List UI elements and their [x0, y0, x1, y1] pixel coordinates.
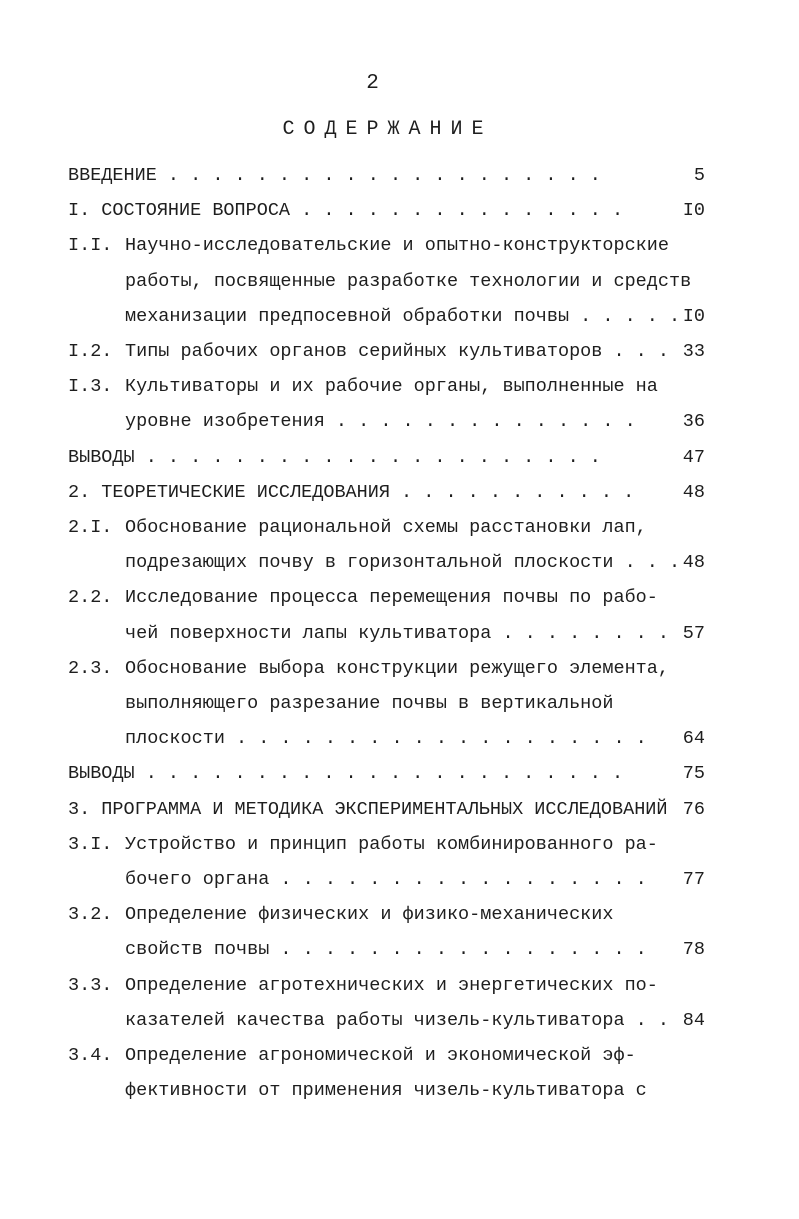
- toc-page-number: 48: [682, 481, 705, 503]
- toc-entry-number: 3.2.: [68, 904, 113, 926]
- toc-entry-number: 2.3.: [68, 657, 113, 679]
- toc-page-number: 77: [682, 869, 705, 890]
- toc-page-number: 78: [682, 939, 705, 961]
- toc-page-number: 57: [682, 622, 705, 644]
- toc-page-number: 36: [682, 411, 705, 433]
- toc-entry-line: работы, посвященные разработке технологии и средств: [125, 270, 692, 292]
- toc-entry-text: 2. ТЕОРЕТИЧЕСКИЕ ИССЛЕДОВАНИЯ . . . . . . . . . . .: [68, 481, 635, 503]
- toc-entry-line: Культиваторы и их рабочие органы, выполненные на: [125, 376, 658, 398]
- toc-entry-text: ВЫВОДЫ . . . . . . . . . . . . . . . . . . . . . .: [68, 763, 624, 785]
- toc-entry-line: Определение агротехнических и энергетических по-: [125, 974, 658, 996]
- page-number: 2: [366, 72, 379, 95]
- toc-entry-line: свойств почвы . . . . . . . . . . . . . . . . .: [125, 939, 647, 961]
- toc-entry-line: плоскости . . . . . . . . . . . . . . . . . . .: [125, 728, 647, 750]
- toc-entry-number: 2.2.: [68, 587, 113, 609]
- toc-page-number: 84: [682, 1009, 705, 1031]
- toc-entry-text: 3. ПРОГРАММА И МЕТОДИКА ЭКСПЕРИМЕНТАЛЬНЫХ ИССЛЕДОВАНИЙ: [68, 798, 668, 820]
- toc-page-number: 33: [682, 341, 705, 362]
- toc-entry-line: Устройство и принцип работы комбинированного ра-: [125, 833, 658, 855]
- toc-entry-line: бочего органа . . . . . . . . . . . . . . . . .: [125, 869, 647, 890]
- toc-entry-text: ВЫВОДЫ . . . . . . . . . . . . . . . . . . . . .: [68, 446, 601, 468]
- toc-page-number: 64: [682, 728, 705, 750]
- toc-entry-line: Типы рабочих органов серийных культиваторов . . .: [125, 341, 669, 362]
- toc-page-number: 48: [682, 552, 705, 574]
- toc-entry-line: казателей качества работы чизель-культиватора . .: [125, 1009, 669, 1031]
- toc-entry-number: 3.3.: [68, 974, 113, 996]
- toc-entry-line: Определение агрономической и экономической эф-: [125, 1045, 636, 1066]
- page-title: СОДЕРЖАНИЕ: [282, 118, 493, 141]
- toc-entry-line: выполняющего разрезание почвы в вертикальной: [125, 693, 614, 714]
- toc-page-number: 47: [682, 446, 705, 468]
- toc-entry-line: уровне изобретения . . . . . . . . . . . . . .: [125, 411, 636, 433]
- toc-entry-number: I.3.: [68, 376, 113, 398]
- toc-entry-number: I.I.: [68, 235, 113, 257]
- toc-entry-text: ВВЕДЕНИЕ . . . . . . . . . . . . . . . . . . . .: [68, 165, 601, 186]
- toc-page-number: 75: [682, 763, 705, 785]
- toc-entry-number: I.2.: [68, 341, 113, 362]
- toc-page-number: I0: [682, 305, 705, 327]
- toc-entry-line: Обоснование выбора конструкции режущего элемента,: [125, 657, 669, 679]
- toc-entry-text: I. СОСТОЯНИЕ ВОПРОСА . . . . . . . . . . . . . . .: [68, 200, 624, 222]
- toc-entry-number: 2.I.: [68, 517, 113, 538]
- toc-entry-number: 3.I.: [68, 833, 113, 855]
- toc-entry-line: фективности от применения чизель-культиватора с: [125, 1080, 647, 1102]
- toc-page-number: 5: [693, 165, 705, 186]
- toc-entry-line: механизации предпосевной обработки почвы . . . . .: [125, 305, 681, 327]
- toc-entry-line: Обоснование рациональной схемы расстановки лап,: [125, 517, 647, 538]
- toc-page-number: I0: [682, 200, 705, 222]
- toc-entry-line: Исследование процесса перемещения почвы по рабо-: [125, 587, 658, 609]
- toc-entry-line: подрезающих почву в горизонтальной плоскости . . .: [125, 552, 681, 574]
- toc-entry-line: Научно-исследовательские и опытно-конструкторские: [125, 235, 669, 257]
- toc-entry-line: Определение физических и физико-механических: [125, 904, 614, 926]
- toc-entry-number: 3.4.: [68, 1045, 113, 1066]
- toc-page-number: 76: [682, 798, 705, 820]
- toc-entry-line: чей поверхности лапы культиватора . . . . . . . .: [125, 622, 669, 644]
